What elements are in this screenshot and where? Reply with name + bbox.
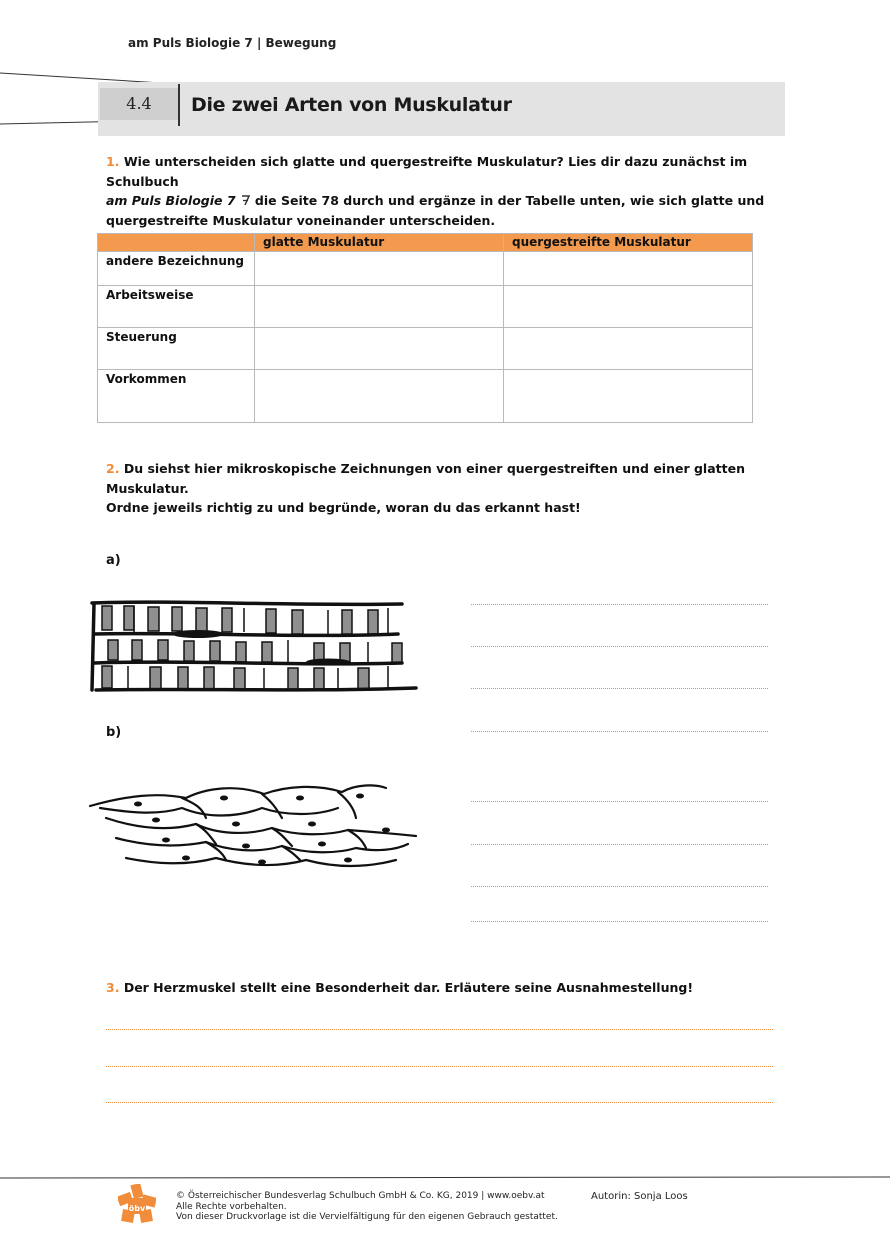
answer-cell[interactable] <box>255 252 504 286</box>
answer-cell[interactable] <box>504 252 753 286</box>
footer-line-3: Von dieser Druckvorlage ist die Vervielfältigung für den eigenen Gebrauch gestattet. <box>176 1212 558 1222</box>
page-title: Die zwei Arten von Muskulatur <box>191 94 512 116</box>
task-2-number: 2. <box>106 461 120 476</box>
task-2-line-1: Du siehst hier mikroskopische Zeichnungen von einer quergestreiften und einer glatten Muskulatur. <box>106 461 745 496</box>
task-2-instructions <box>106 459 826 518</box>
answer-cell[interactable] <box>504 370 753 423</box>
logo-text: öbv <box>128 1204 146 1213</box>
table-header-striated: quergestreifte Muskulatur <box>504 234 753 252</box>
smooth-muscle-drawing <box>86 774 420 870</box>
row-label-function: Arbeitsweise <box>98 286 255 328</box>
footer-line-2: Alle Rechte vorbehalten. <box>176 1201 287 1212</box>
task-3-number: 3. <box>106 980 120 995</box>
answer-line-b-4[interactable] <box>471 921 768 922</box>
task-1-line-1: Wie unterscheiden sich glatte und quergestreifte Muskulatur? Lies dir dazu zunächst im Schulbuch <box>106 154 748 189</box>
task-1-line-2: die Seite 78 durch und ergänze in der Tabelle unten, wie sich glatte und <box>250 193 765 208</box>
answer-cell[interactable] <box>255 370 504 423</box>
external-link-icon <box>239 194 251 206</box>
answer-line-a-3[interactable] <box>471 688 768 689</box>
section-number: 4.4 <box>126 94 152 113</box>
table-row <box>98 370 753 423</box>
answer-line-3-2[interactable] <box>106 1066 773 1067</box>
answer-line-a-4[interactable] <box>471 731 768 732</box>
task-1-line-3: quergestreifte Muskulatur voneinander unterscheiden. <box>106 212 496 228</box>
answer-cell[interactable] <box>504 286 753 328</box>
footer-author: Autorin: Sonja Loos <box>591 1191 688 1202</box>
task-1-number: 1. <box>106 154 120 169</box>
answer-line-b-1[interactable] <box>471 801 768 802</box>
answer-cell[interactable] <box>504 328 753 370</box>
answer-cell[interactable] <box>255 286 504 328</box>
table-row <box>98 328 753 370</box>
task-3-instructions <box>106 978 806 998</box>
row-label-control: Steuerung <box>98 328 255 370</box>
comparison-table <box>97 233 753 423</box>
answer-line-a-2[interactable] <box>471 646 768 647</box>
answer-cell[interactable] <box>255 328 504 370</box>
row-label-other-name: andere Bezeichnung <box>98 252 255 286</box>
footer-copyright <box>176 1191 558 1223</box>
table-header-row <box>98 234 753 252</box>
label-a: a) <box>106 553 121 568</box>
table-row <box>98 252 753 286</box>
row-label-occurrence: Vorkommen <box>98 370 255 423</box>
answer-line-3-1[interactable] <box>106 1029 773 1030</box>
answer-line-b-3[interactable] <box>471 886 768 887</box>
task-2-line-2: Ordne jeweils richtig zu und begründe, woran du das erkannt hast! <box>106 500 581 515</box>
oebv-logo <box>118 1184 156 1224</box>
section-divider <box>178 84 180 126</box>
answer-line-3-3[interactable] <box>106 1102 773 1103</box>
table-row <box>98 286 753 328</box>
task-3-text: Der Herzmuskel stellt eine Besonderheit dar. Erläutere seine Ausnahmestellung! <box>123 980 694 995</box>
answer-line-b-2[interactable] <box>471 844 768 845</box>
footer-line-1: © Österreichischer Bundesverlag Schulbuch GmbH & Co. KG, 2019 | www.oebv.at <box>176 1191 545 1201</box>
table-header-empty <box>98 234 255 252</box>
answer-line-a-1[interactable] <box>471 604 768 605</box>
label-b: b) <box>106 725 122 740</box>
task-1-instructions <box>106 152 806 230</box>
book-title: am Puls Biologie 7 <box>106 193 236 208</box>
series-header: am Puls Biologie 7 | Bewegung <box>128 36 337 50</box>
striated-muscle-drawing <box>88 596 422 696</box>
table-header-smooth: glatte Muskulatur <box>255 234 504 252</box>
